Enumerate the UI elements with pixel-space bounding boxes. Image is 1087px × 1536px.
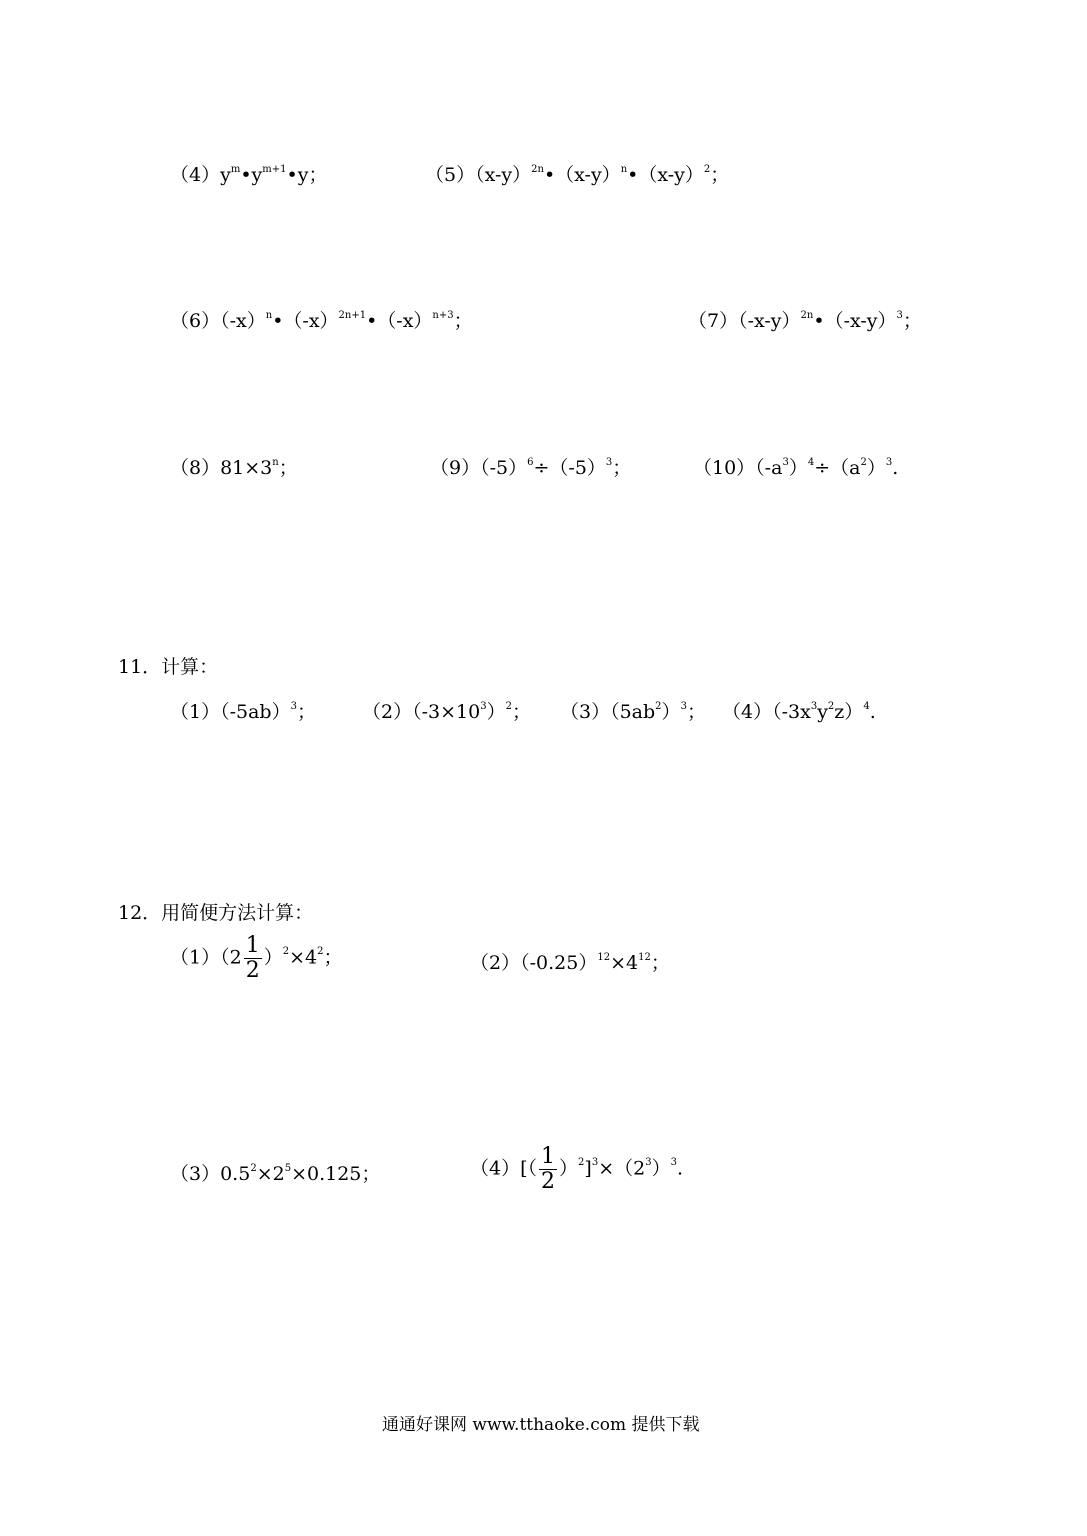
- section-12-heading: 12．用简便方法计算：: [118, 902, 314, 924]
- section-11-heading: 11．计算：: [118, 656, 219, 678]
- q12-3: $(3)0.5^2\times 2^5\times 0.125$；: [170, 1162, 381, 1185]
- problem-7: $(7)(-x-y)^{2n}•(-x-y)^3$；: [688, 309, 922, 332]
- q11-4: $(4)(-3x^3y^2z)^4$.: [722, 700, 876, 723]
- q12-4: （4）[（ $\frac{1}{2}$ ）$^2]^3\times(2^3)^3$.: [470, 1144, 684, 1194]
- problem-5: $(5)(x-y)^{2n}•(x-y)^n•(x-y)^2$；: [425, 163, 730, 186]
- q11-2: $(2)(-3\times 10^3)^2$；: [362, 700, 531, 723]
- q12-2: $(2)(-0.25)^{12}\times 4^{12}$；: [470, 951, 670, 974]
- page-footer: 通通好课网 www.tthaoke.com 提供下载: [382, 1415, 700, 1435]
- problem-9: $(9)(-5)^6\div(-5)^3$；: [430, 456, 632, 479]
- problem-8: $(8)81\times 3^n$；: [170, 456, 298, 479]
- q12-1: （1）（2 $\frac{1}{2}$ ）$^2\times 4^2$；: [170, 933, 343, 983]
- problem-10: $(10)(-a^3)^4\div(a^2)^3$.: [693, 456, 899, 479]
- fraction: $\frac{1}{2}$: [245, 933, 260, 983]
- q11-1: $(1)(-5ab)^3$；: [170, 700, 316, 723]
- q11-3: $(3)(5ab^2)^3$；: [560, 700, 706, 723]
- fraction: $\frac{1}{2}$: [541, 1144, 556, 1194]
- problem-4: $(4)y^m•y^{m+1}•y$；: [170, 163, 328, 186]
- problem-6: $(6)(-x)^n•(-x)^{2n+1}•(-x)^{n+3}$；: [170, 309, 473, 332]
